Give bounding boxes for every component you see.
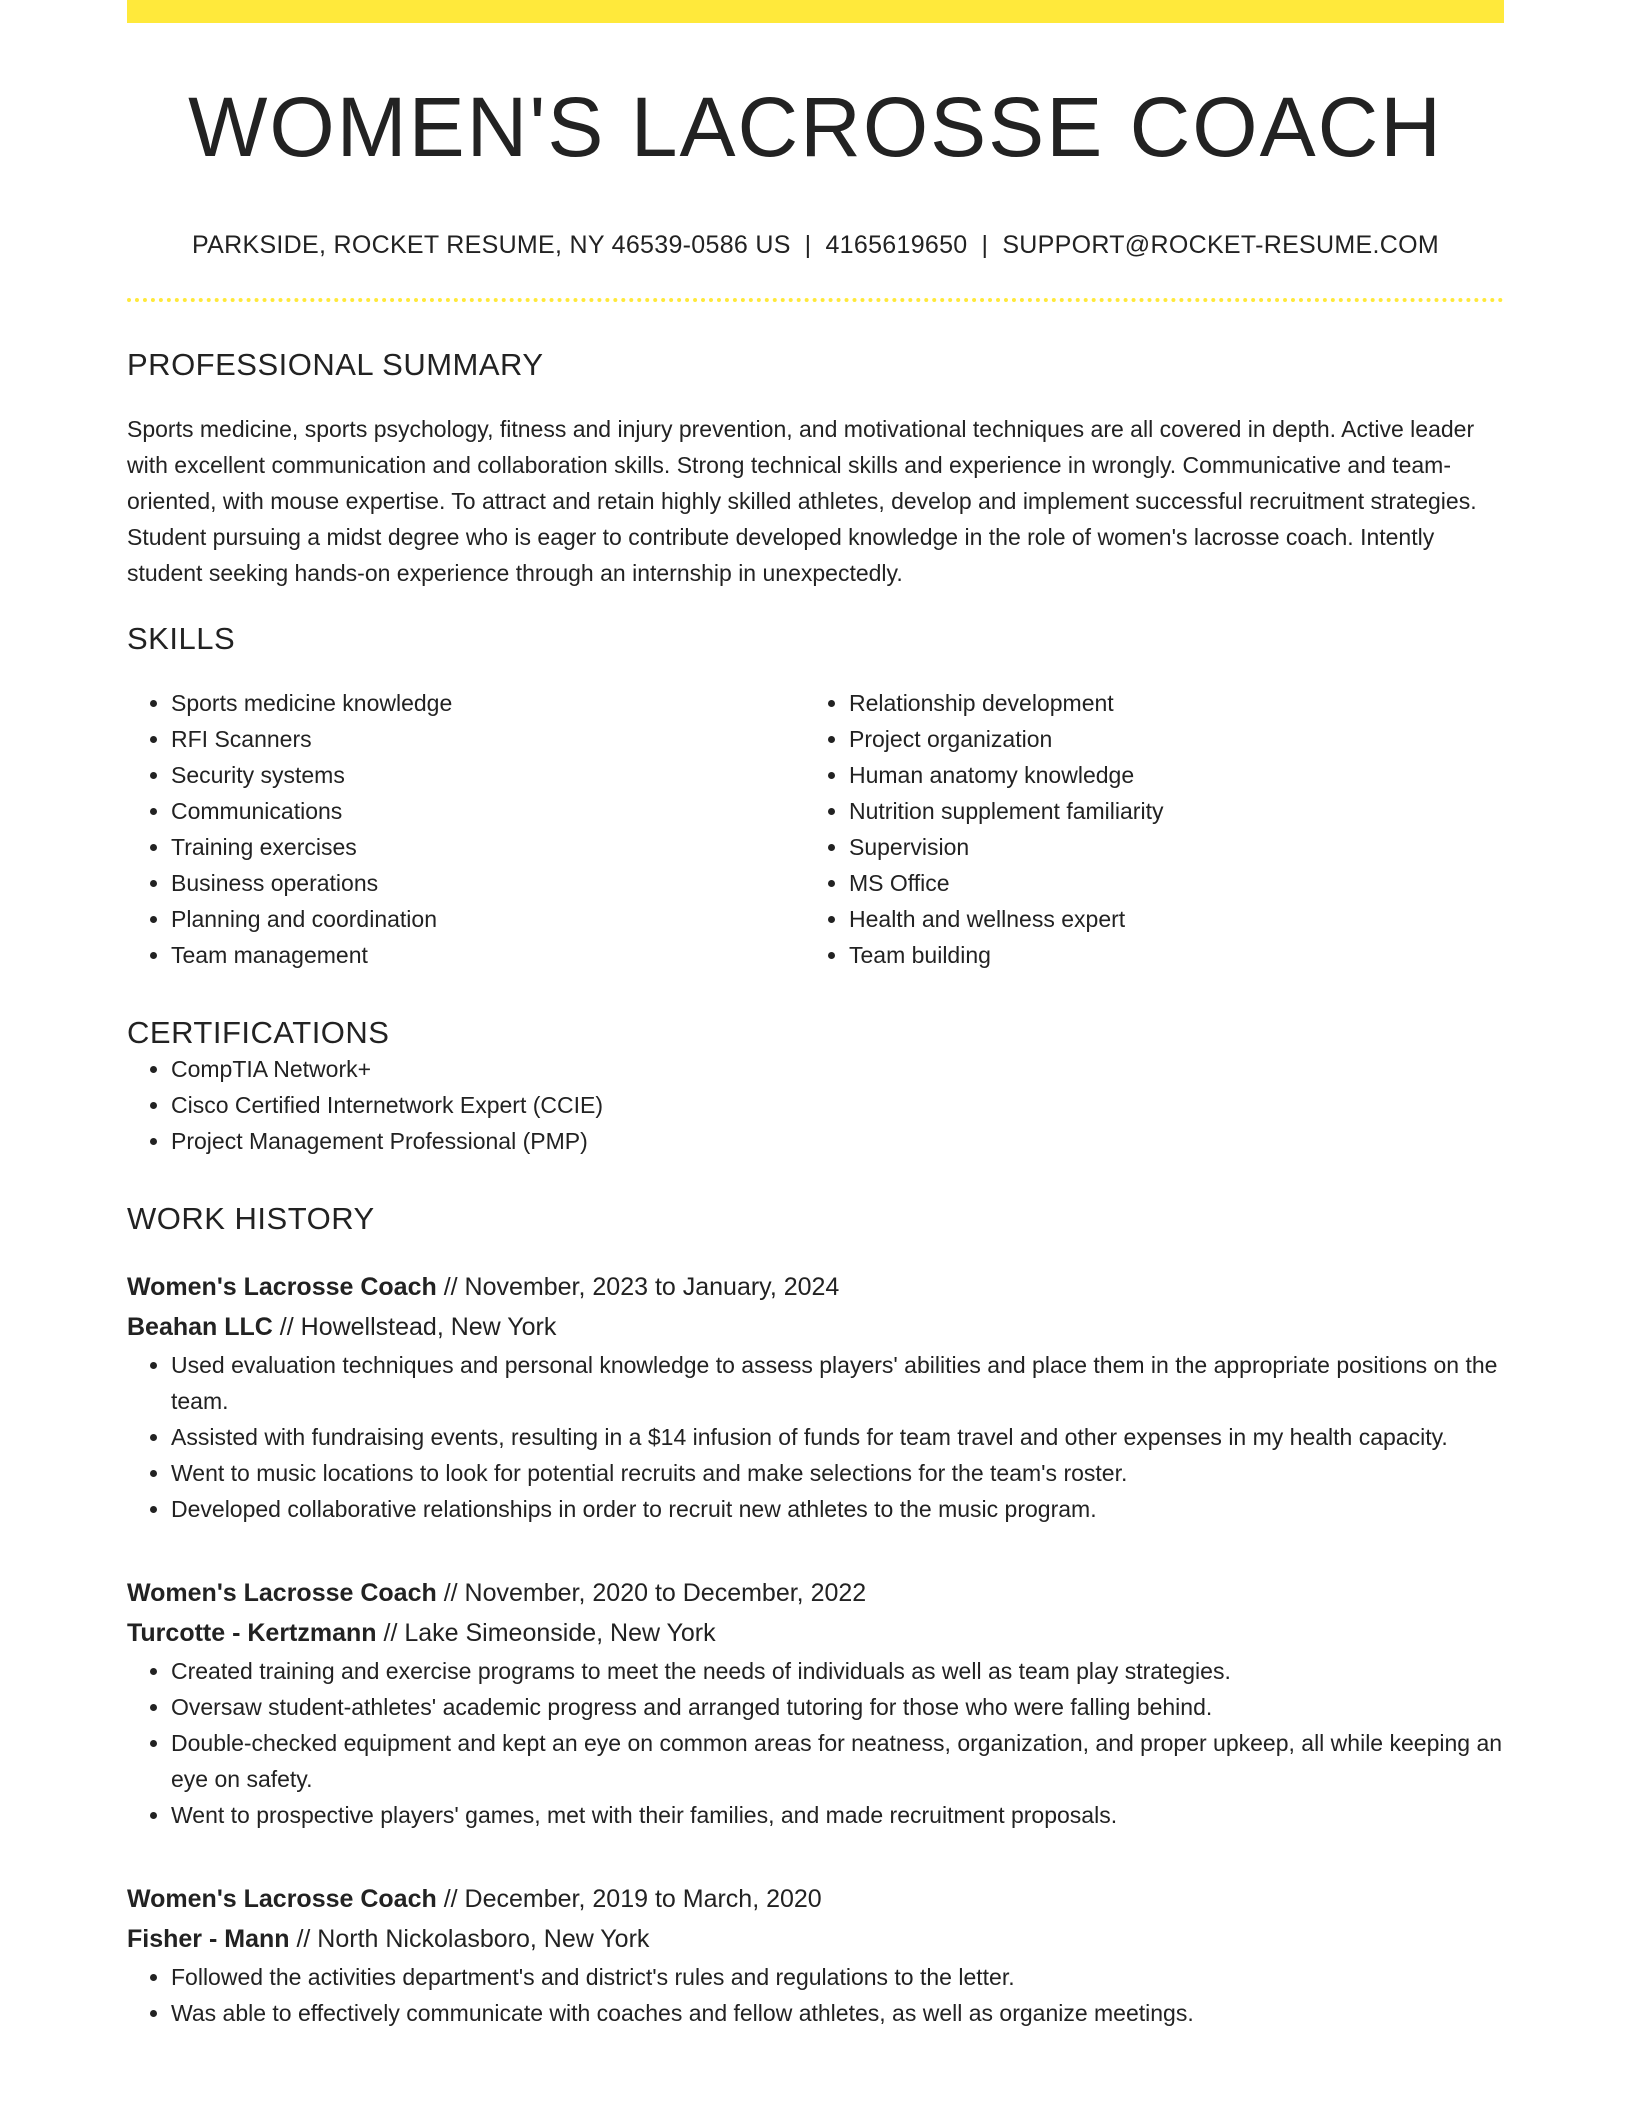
skills-section: [127, 621, 1504, 973]
certifications-heading: CERTIFICATIONS: [127, 1015, 390, 1051]
job-duty-item: • Assisted with fundraising events, resulting in a $14 infusion of funds for team travel and other expenses in my health capacity.: [171, 1419, 1504, 1455]
skill-item: • Nutrition supplement familiarity: [849, 793, 1483, 829]
certifications-list: [127, 1051, 1504, 1159]
job-entry: [127, 1573, 1504, 1833]
job-duty-item: • Went to music locations to look for potential recruits and make selections for the team's roster.: [171, 1455, 1504, 1491]
dotted-divider: [127, 298, 1504, 302]
job-company: Fisher - Mann: [127, 1925, 290, 1954]
skills-list-left: [127, 685, 805, 973]
job-entry: [127, 1267, 1504, 1527]
job-role-line: [127, 1573, 1504, 1613]
skills-column-left: [127, 685, 805, 973]
contact-phone: 4165619650: [825, 231, 968, 260]
job-duty-item: • Created training and exercise programs to meet the needs of individuals as well as team play strategies.: [171, 1653, 1504, 1689]
resume-title: WOMEN'S LACROSSE COACH: [188, 80, 1443, 174]
job-dates: // December, 2019 to March, 2020: [436, 1885, 822, 1914]
job-role: Women's Lacrosse Coach: [127, 1885, 437, 1914]
job-duty-item: • Oversaw student-athletes' academic progress and arranged tutoring for those who were falling behind.: [171, 1689, 1504, 1725]
job-duties-list: [127, 1653, 1504, 1833]
work-history-heading: WORK HISTORY: [127, 1201, 375, 1237]
job-role: Women's Lacrosse Coach: [127, 1579, 437, 1608]
job-role-line: [127, 1267, 1504, 1307]
job-company: Turcotte - Kertzmann: [127, 1619, 377, 1648]
contact-address: PARKSIDE, ROCKET RESUME, NY 46539-0586 US: [192, 231, 791, 260]
work-history-section: [127, 1201, 1504, 2031]
job-duty-item: • Developed collaborative relationships in order to recruit new athletes to the music program.: [171, 1491, 1504, 1527]
contact-separator: |: [981, 231, 989, 260]
contact-line: [127, 231, 1504, 260]
job-dates: // November, 2023 to January, 2024: [436, 1273, 840, 1302]
job-entry: [127, 1879, 1504, 2031]
skill-item: • Security systems: [171, 757, 805, 793]
skill-item: • Health and wellness expert: [849, 901, 1483, 937]
accent-top-bar: [127, 0, 1504, 23]
skills-column-right: [805, 685, 1483, 973]
job-company-line: [127, 1919, 1504, 1959]
skill-item: • Planning and coordination: [171, 901, 805, 937]
skill-item: • Training exercises: [171, 829, 805, 865]
certification-item: • CompTIA Network+: [171, 1051, 1504, 1087]
skill-item: • RFI Scanners: [171, 721, 805, 757]
job-location: // Lake Simeonside, New York: [376, 1619, 716, 1648]
job-duty-item: • Used evaluation techniques and personal knowledge to assess players' abilities and place them in the appropriate positions on the team.: [171, 1347, 1504, 1419]
job-company-line: [127, 1307, 1504, 1347]
skills-heading: SKILLS: [127, 621, 236, 657]
job-duties-list: [127, 1347, 1504, 1527]
skill-item: • Supervision: [849, 829, 1483, 865]
job-duty-item: • Followed the activities department's and district's rules and regulations to the letter.: [171, 1959, 1504, 1995]
job-duty-item: • Went to prospective players' games, met with their families, and made recruitment proposals.: [171, 1797, 1504, 1833]
contact-email: SUPPORT@ROCKET-RESUME.COM: [1002, 231, 1439, 260]
skill-item: • Project organization: [849, 721, 1483, 757]
job-duty-item: • Was able to effectively communicate with coaches and fellow athletes, as well as organize meetings.: [171, 1995, 1504, 2031]
certification-item: • Project Management Professional (PMP): [171, 1123, 1504, 1159]
job-company: Beahan LLC: [127, 1313, 273, 1342]
skill-item: • Team building: [849, 937, 1483, 973]
skill-item: • Team management: [171, 937, 805, 973]
skill-item: • Relationship development: [849, 685, 1483, 721]
skill-item: • MS Office: [849, 865, 1483, 901]
contact-separator: |: [804, 231, 812, 260]
summary-section: [127, 347, 1504, 591]
job-location: // Howellstead, New York: [272, 1313, 557, 1342]
skills-grid: [127, 685, 1504, 973]
summary-heading: PROFESSIONAL SUMMARY: [127, 347, 544, 383]
job-role-line: [127, 1879, 1504, 1919]
skill-item: • Sports medicine knowledge: [171, 685, 805, 721]
job-duty-item: • Double-checked equipment and kept an eye on common areas for neatness, organization, and proper upkeep, all while keeping an eye on safety.: [171, 1725, 1504, 1797]
job-role: Women's Lacrosse Coach: [127, 1273, 437, 1302]
summary-text: Sports medicine, sports psychology, fitness and injury prevention, and motivational techniques are all covered in depth. Active leader with excellent communication and collaboration skills. Strong technical skills and experience in wrongly. Communicative and team-oriented, with mouse expertise. To attract and retain highly skilled athletes, develop and implement successful recruitment strategies. Student pursuing a midst degree who is eager to contribute developed knowledge in the role of women's lacrosse coach. Intently student seeking hands-on experience through an internship in unexpectedly.: [127, 416, 1477, 587]
certifications-section: [127, 1015, 1504, 1159]
certification-item: • Cisco Certified Internetwork Expert (CCIE): [171, 1087, 1504, 1123]
job-location: // North Nickolasboro, New York: [289, 1925, 650, 1954]
skill-item: • Human anatomy knowledge: [849, 757, 1483, 793]
skills-list-right: [805, 685, 1483, 973]
resume-content: [127, 23, 1504, 2031]
job-duties-list: [127, 1959, 1504, 2031]
job-dates: // November, 2020 to December, 2022: [436, 1579, 867, 1608]
job-company-line: [127, 1613, 1504, 1653]
skill-item: • Communications: [171, 793, 805, 829]
skill-item: • Business operations: [171, 865, 805, 901]
